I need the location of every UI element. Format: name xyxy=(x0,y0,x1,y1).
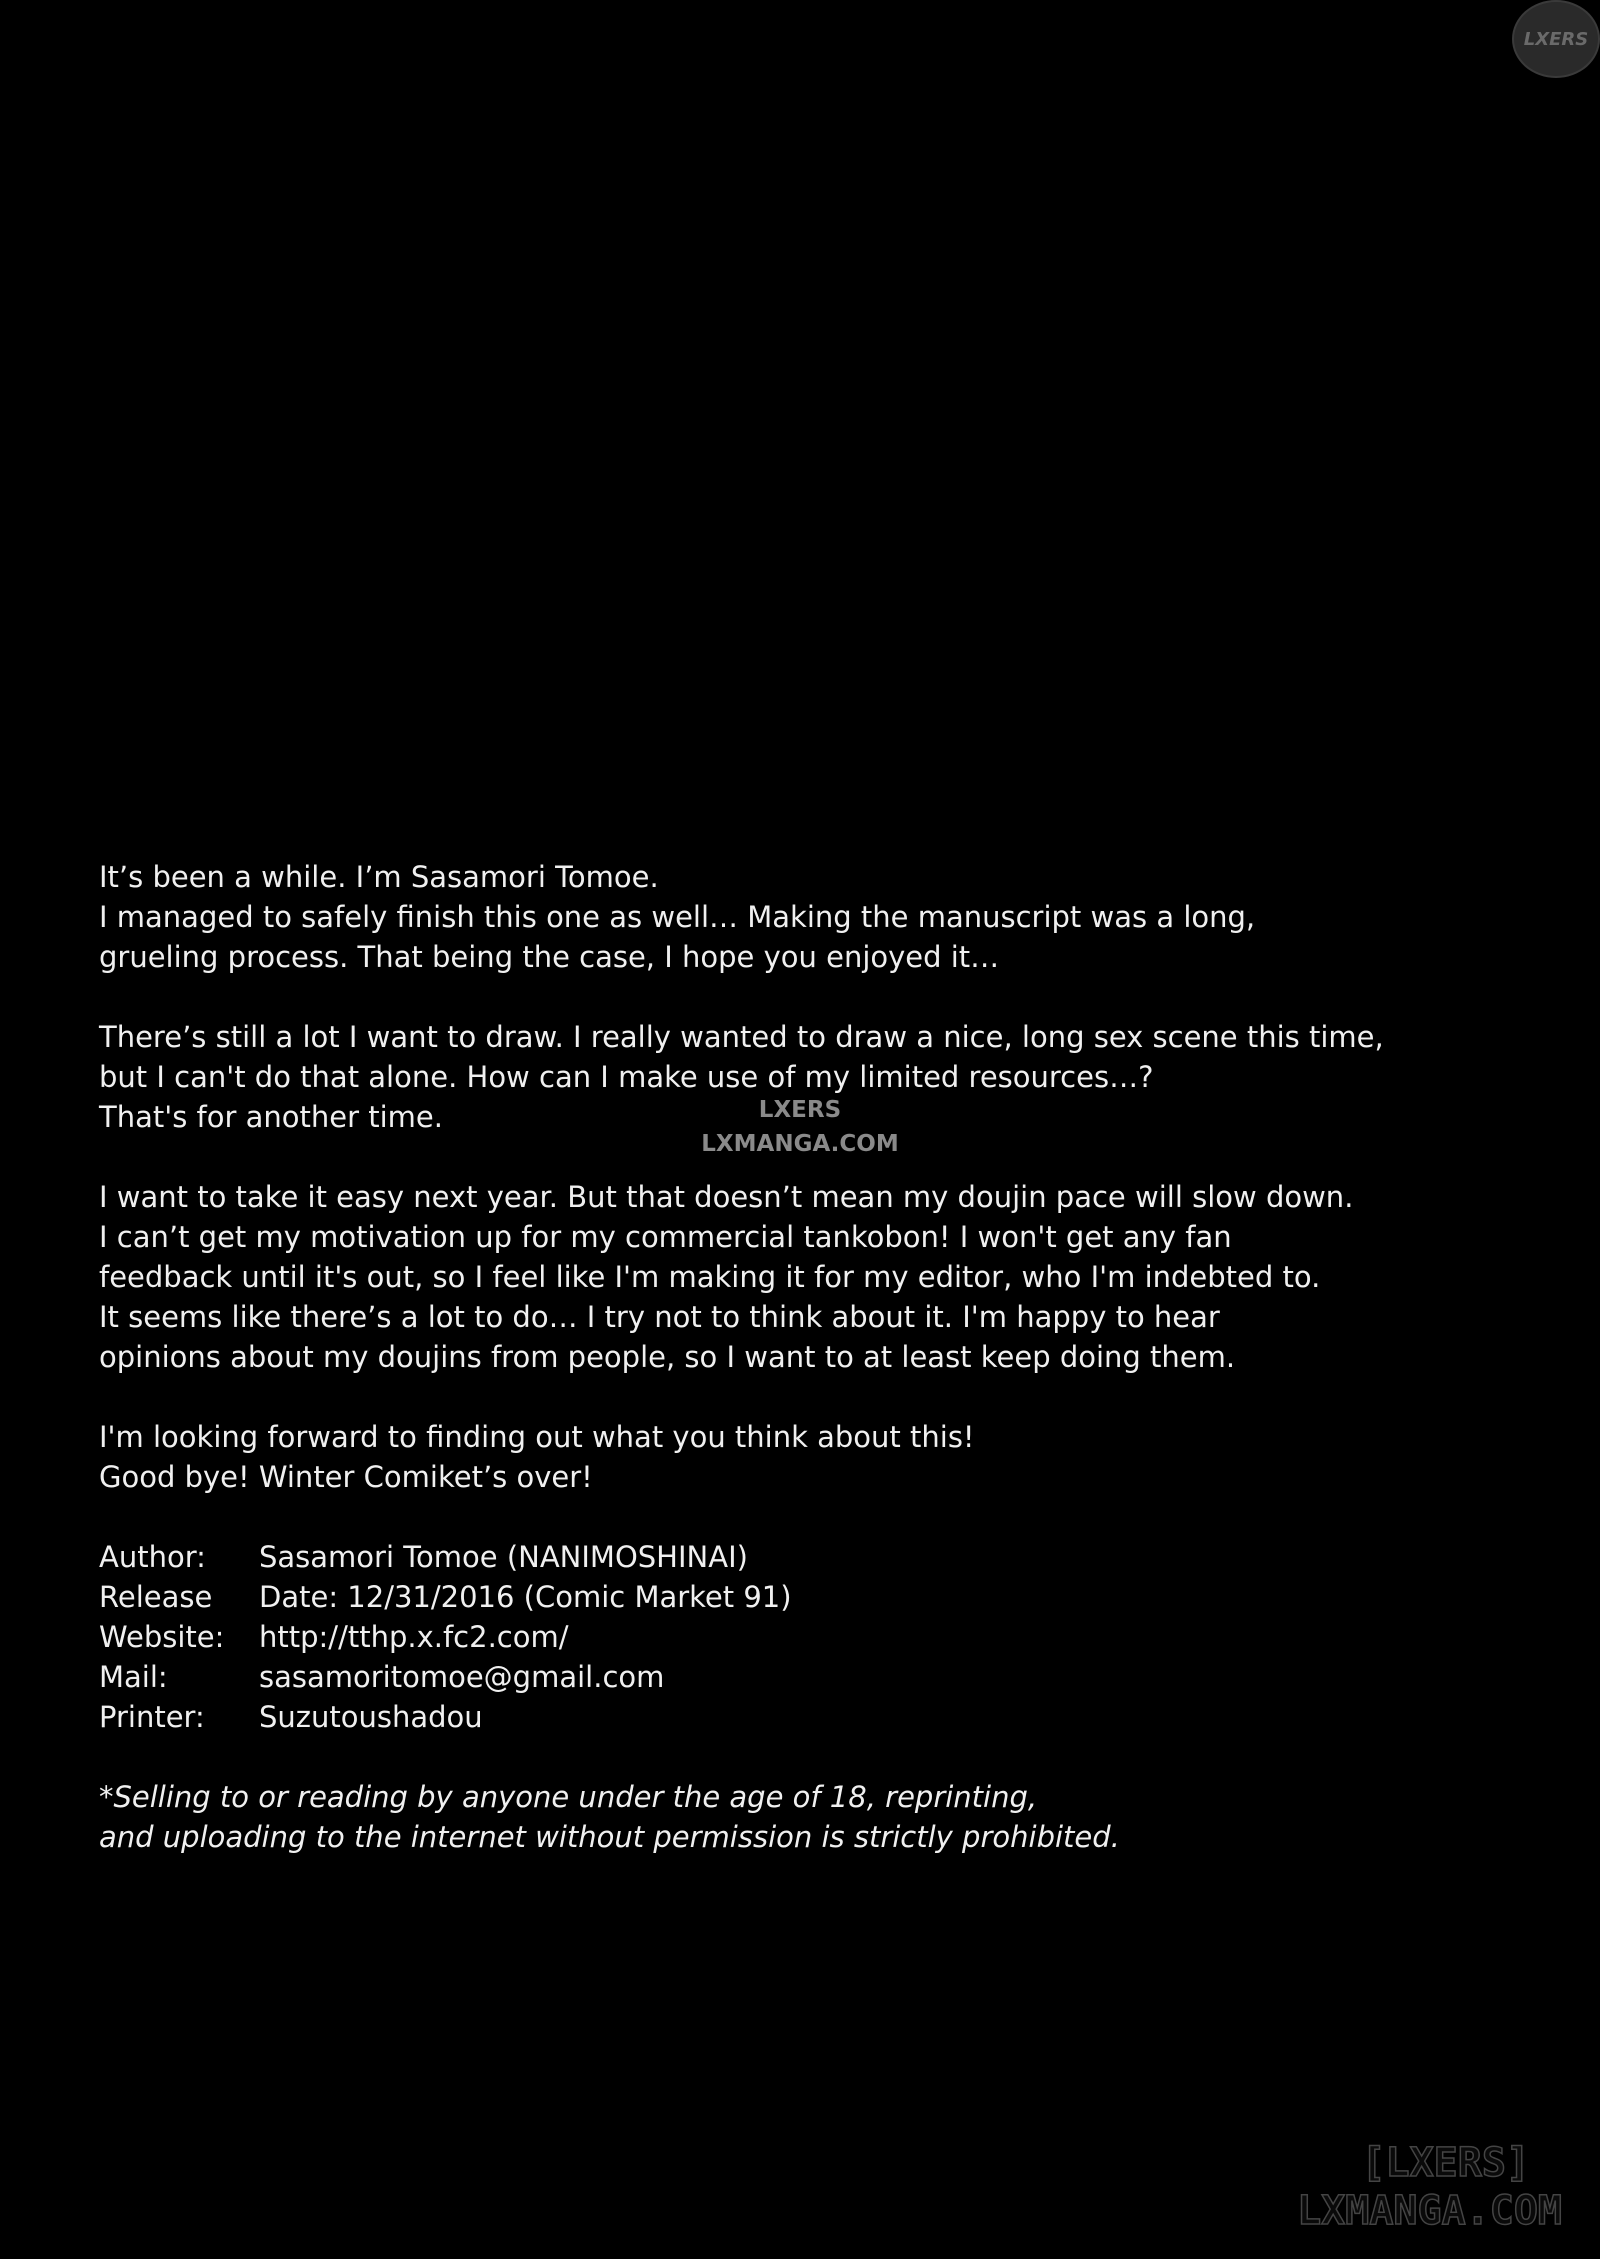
notice-line: and uploading to the internet without permission is strictly prohibited. xyxy=(99,1820,1120,1854)
watermark-corner-line-1: [LXERS] xyxy=(1361,2140,1530,2186)
credit-label: Author: xyxy=(99,1540,206,1574)
credit-value: Sasamori Tomoe (NANIMOSHINAI) xyxy=(259,1540,748,1574)
lxers-logo-badge xyxy=(1512,0,1600,78)
text-line: I can’t get my motivation up for my commercial tankobon! I won't get any fan xyxy=(99,1220,1232,1254)
text-line: It seems like there’s a lot to do… I try not to think about it. I'm happy to hear xyxy=(99,1300,1220,1334)
credit-label: Mail: xyxy=(99,1660,168,1694)
credit-value: Suzutoushadou xyxy=(259,1700,483,1734)
credit-value: http://tthp.x.fc2.com/ xyxy=(259,1620,569,1654)
credit-value: Date: 12/31/2016 (Comic Market 91) xyxy=(259,1580,792,1614)
logo-text: LXERS xyxy=(1523,28,1589,50)
text-line: Good bye! Winter Comiket’s over! xyxy=(99,1460,593,1494)
text-line: opinions about my doujins from people, so I want to at least keep doing them. xyxy=(99,1340,1236,1374)
paragraph-4 xyxy=(99,1417,1499,1497)
credit-value: sasamoritomoe@gmail.com xyxy=(259,1660,665,1694)
credit-label: Release xyxy=(99,1580,213,1614)
text-line: That's for another time. xyxy=(99,1100,443,1134)
credit-label: Printer: xyxy=(99,1700,205,1734)
credit-row-website xyxy=(99,1617,1499,1657)
text-line: I want to take it easy next year. But that doesn’t mean my doujin pace will slow down. xyxy=(99,1180,1354,1214)
text-line: but I can't do that alone. How can I make use of my limited resources…? xyxy=(99,1060,1154,1094)
paragraph-3 xyxy=(99,1177,1499,1377)
text-line: grueling process. That being the case, I hope you enjoyed it… xyxy=(99,940,1000,974)
notice-line: *Selling to or reading by anyone under the age of 18, reprinting, xyxy=(99,1780,1038,1814)
watermark-center-line-2: LXMANGA.COM xyxy=(701,1131,899,1157)
credit-label: Website: xyxy=(99,1620,225,1654)
credit-row-mail xyxy=(99,1657,1499,1697)
credit-row-release xyxy=(99,1577,1499,1617)
text-line: It’s been a while. I’m Sasamori Tomoe. xyxy=(99,860,659,894)
afterword-text xyxy=(99,857,1499,1857)
watermark-corner-line-2: LXMANGA.COM xyxy=(1297,2188,1562,2234)
text-line: feedback until it's out, so I feel like I'm making it for my editor, who I'm indebted to. xyxy=(99,1260,1321,1294)
age-restriction-notice xyxy=(99,1777,1499,1857)
watermark-center-line-1: LXERS xyxy=(758,1097,842,1123)
credit-row-author xyxy=(99,1537,1499,1577)
text-line: I'm looking forward to finding out what you think about this! xyxy=(99,1420,975,1454)
credit-row-printer xyxy=(99,1697,1499,1737)
text-line: There’s still a lot I want to draw. I really wanted to draw a nice, long sex scene this time, xyxy=(99,1020,1384,1054)
credits-block xyxy=(99,1537,1499,1737)
text-line: I managed to safely finish this one as well… Making the manuscript was a long, xyxy=(99,900,1256,934)
paragraph-1 xyxy=(99,857,1499,977)
